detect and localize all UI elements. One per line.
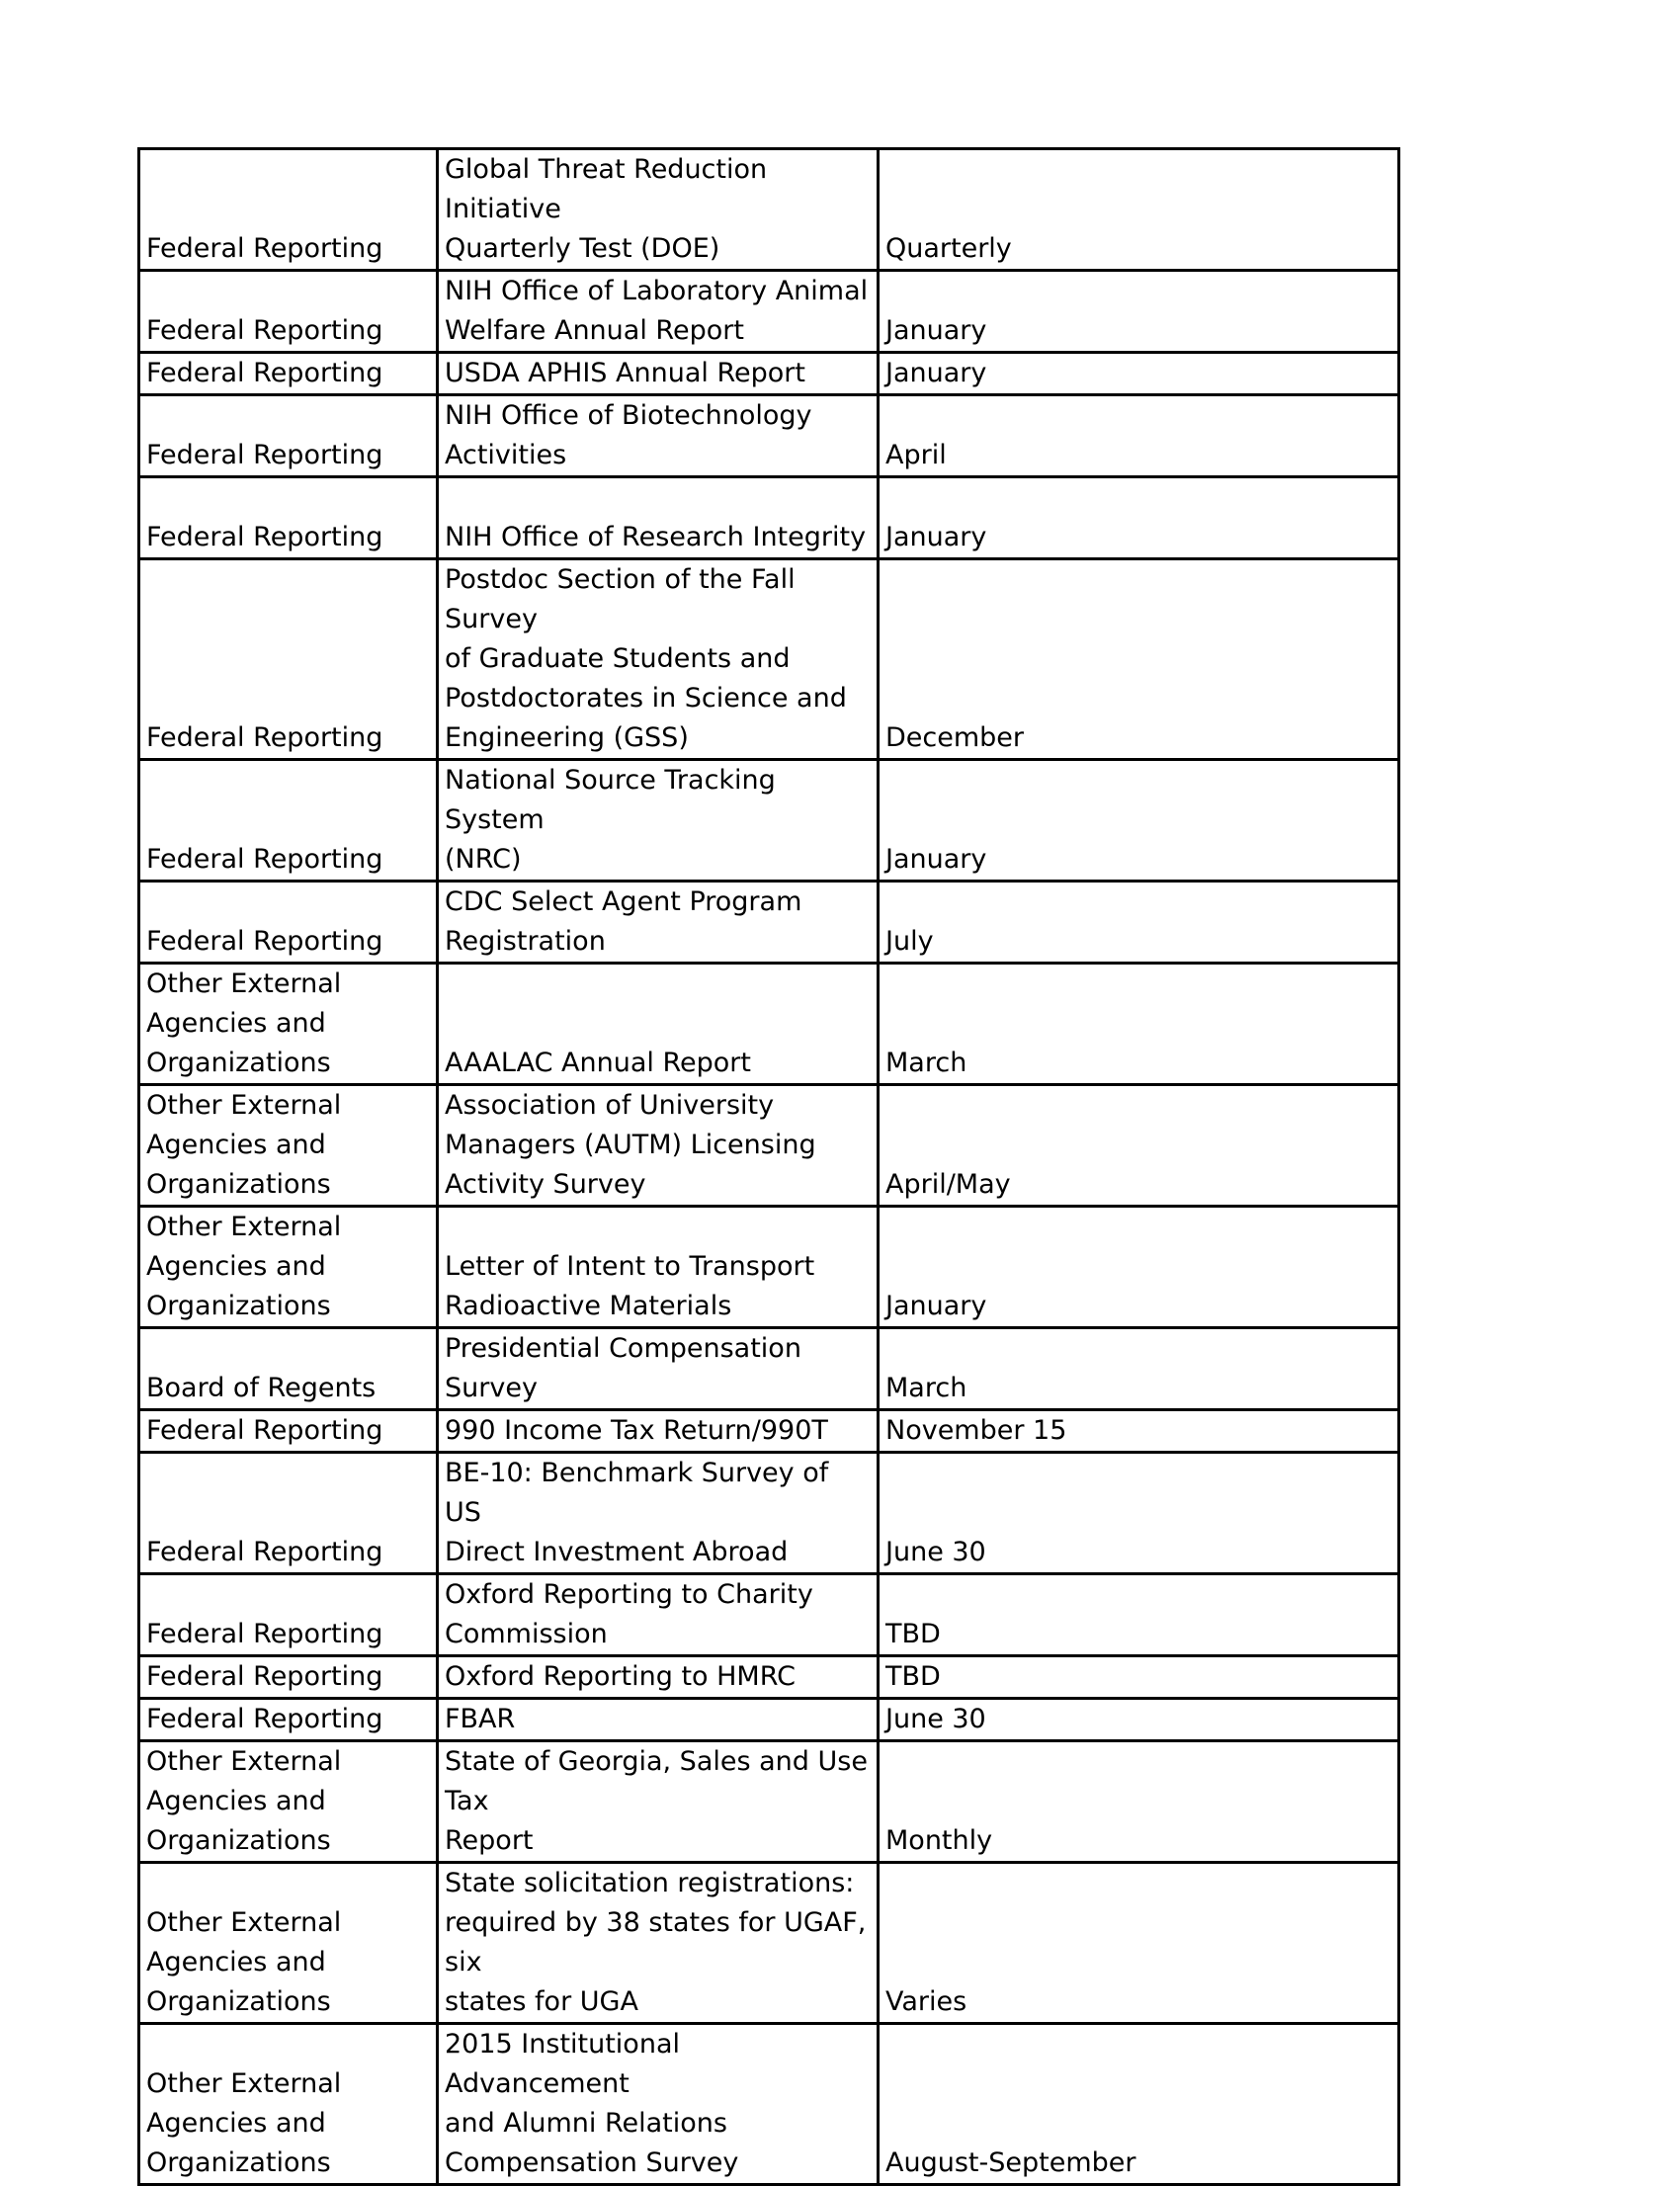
due-date-cell: January	[879, 760, 1399, 882]
table-row	[139, 964, 1399, 1085]
agency-cell: Federal Reporting	[139, 395, 438, 477]
due-date-cell: June 30	[879, 1699, 1399, 1741]
report-name-cell: State of Georgia, Sales and Use Tax Report	[438, 1741, 879, 1863]
report-name-cell: Global Threat Reduction Initiative Quarterly Test (DOE)	[438, 149, 879, 271]
table-body	[139, 149, 1399, 2185]
table-row	[139, 559, 1399, 760]
table-row	[139, 1207, 1399, 1328]
report-name-cell: CDC Select Agent Program Registration	[438, 882, 879, 964]
due-date-cell: Varies	[879, 1863, 1399, 2024]
report-name-cell: Oxford Reporting to Charity Commission	[438, 1574, 879, 1656]
table-row	[139, 395, 1399, 477]
agency-cell: Federal Reporting	[139, 882, 438, 964]
agency-cell: Federal Reporting	[139, 353, 438, 395]
due-date-cell: March	[879, 1328, 1399, 1410]
report-name-cell: USDA APHIS Annual Report	[438, 353, 879, 395]
agency-cell: Board of Regents	[139, 1328, 438, 1410]
table-row	[139, 353, 1399, 395]
report-name-cell: NIH Office of Biotechnology Activities	[438, 395, 879, 477]
table-row	[139, 1574, 1399, 1656]
report-name-cell: Oxford Reporting to HMRC	[438, 1656, 879, 1699]
agency-cell: Federal Reporting	[139, 1656, 438, 1699]
agency-cell: Federal Reporting	[139, 760, 438, 882]
table-row	[139, 149, 1399, 271]
report-name-cell: BE-10: Benchmark Survey of US Direct Investment Abroad	[438, 1453, 879, 1574]
agency-cell: Federal Reporting	[139, 1574, 438, 1656]
table-row	[139, 882, 1399, 964]
report-name-cell: NIH Office of Research Integrity	[438, 477, 879, 559]
agency-cell: Federal Reporting	[139, 271, 438, 353]
agency-cell: Federal Reporting	[139, 1453, 438, 1574]
table-row	[139, 1453, 1399, 1574]
due-date-cell: January	[879, 353, 1399, 395]
agency-cell: Federal Reporting	[139, 1410, 438, 1453]
due-date-cell: June 30	[879, 1453, 1399, 1574]
report-name-cell: Postdoc Section of the Fall Survey of Graduate Students and Postdoctorates in Science and Engineering (GSS)	[438, 559, 879, 760]
report-name-cell: Letter of Intent to Transport Radioactive Materials	[438, 1207, 879, 1328]
due-date-cell: TBD	[879, 1574, 1399, 1656]
reporting-table	[137, 147, 1400, 2186]
table-row	[139, 1863, 1399, 2024]
report-name-cell: Presidential Compensation Survey	[438, 1328, 879, 1410]
report-name-cell: Association of University Managers (AUTM) Licensing Activity Survey	[438, 1085, 879, 1207]
due-date-cell: March	[879, 964, 1399, 1085]
agency-cell: Federal Reporting	[139, 1699, 438, 1741]
table-row	[139, 1410, 1399, 1453]
table-row	[139, 2024, 1399, 2185]
table-row	[139, 1656, 1399, 1699]
report-name-cell: 990 Income Tax Return/990T	[438, 1410, 879, 1453]
due-date-cell: April	[879, 395, 1399, 477]
agency-cell: Other External Agencies and Organizations	[139, 964, 438, 1085]
table-row	[139, 760, 1399, 882]
due-date-cell: Quarterly	[879, 149, 1399, 271]
report-name-cell: AAALAC Annual Report	[438, 964, 879, 1085]
table-row	[139, 1741, 1399, 1863]
due-date-cell: January	[879, 1207, 1399, 1328]
agency-cell: Other External Agencies and Organizations	[139, 1741, 438, 1863]
due-date-cell: November 15	[879, 1410, 1399, 1453]
report-name-cell: National Source Tracking System (NRC)	[438, 760, 879, 882]
report-name-cell: NIH Office of Laboratory Animal Welfare Annual Report	[438, 271, 879, 353]
agency-cell: Federal Reporting	[139, 477, 438, 559]
report-name-cell: State solicitation registrations: required by 38 states for UGAF, six states for UGA	[438, 1863, 879, 2024]
table-row	[139, 271, 1399, 353]
due-date-cell: April/May	[879, 1085, 1399, 1207]
table-row	[139, 1699, 1399, 1741]
due-date-cell: January	[879, 271, 1399, 353]
table-row	[139, 477, 1399, 559]
agency-cell: Other External Agencies and Organizations	[139, 1863, 438, 2024]
due-date-cell: TBD	[879, 1656, 1399, 1699]
agency-cell: Federal Reporting	[139, 559, 438, 760]
agency-cell: Other External Agencies and Organizations	[139, 1207, 438, 1328]
due-date-cell: December	[879, 559, 1399, 760]
agency-cell: Federal Reporting	[139, 149, 438, 271]
due-date-cell: Monthly	[879, 1741, 1399, 1863]
agency-cell: Other External Agencies and Organizations	[139, 1085, 438, 1207]
due-date-cell: January	[879, 477, 1399, 559]
due-date-cell: July	[879, 882, 1399, 964]
due-date-cell: August-September	[879, 2024, 1399, 2185]
report-name-cell: FBAR	[438, 1699, 879, 1741]
agency-cell: Other External Agencies and Organizations	[139, 2024, 438, 2185]
table-row	[139, 1328, 1399, 1410]
report-name-cell: 2015 Institutional Advancement and Alumni Relations Compensation Survey	[438, 2024, 879, 2185]
table-row	[139, 1085, 1399, 1207]
